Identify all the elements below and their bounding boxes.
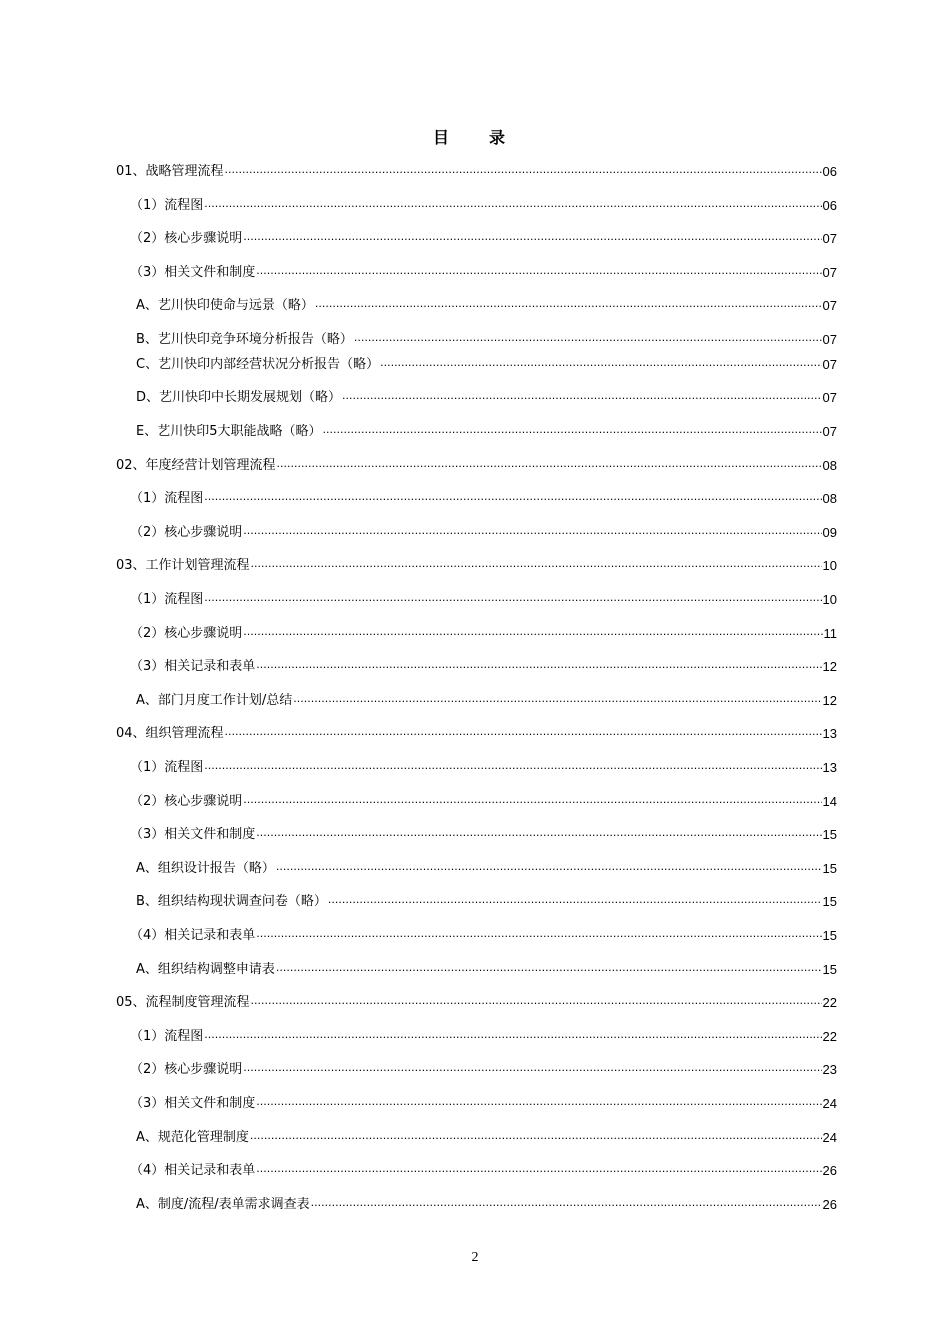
dot-leader — [256, 1163, 821, 1181]
toc-entry-page: 07 — [822, 298, 837, 313]
toc-entry-page: 07 — [822, 390, 837, 405]
toc-entry-page: 15 — [822, 861, 837, 876]
dot-leader — [250, 1130, 822, 1148]
toc-entry[interactable] — [136, 388, 837, 408]
toc-entry-label: （3）相关记录和表单 — [130, 659, 256, 674]
toc-entry[interactable] — [130, 926, 837, 946]
toc-entry[interactable] — [130, 825, 837, 845]
toc-entry[interactable] — [116, 724, 837, 744]
toc-entry[interactable] — [136, 892, 837, 912]
toc-entry-label: （2）核心步骤说明 — [130, 231, 243, 246]
toc-entry-page: 10 — [822, 558, 837, 573]
toc-entry[interactable] — [116, 556, 837, 576]
toc-entry[interactable] — [130, 1161, 837, 1181]
toc-entry[interactable] — [130, 1060, 837, 1080]
dot-leader — [315, 298, 822, 316]
toc-entry-label: （1）流程图 — [130, 1029, 204, 1044]
dot-leader — [256, 659, 821, 677]
dot-leader — [225, 726, 822, 744]
dot-leader — [256, 1096, 821, 1114]
toc-entry[interactable] — [116, 993, 837, 1013]
toc-entry-page: 07 — [822, 424, 837, 439]
toc-entry-label: （3）相关文件和制度 — [130, 827, 256, 842]
toc-entry-page: 22 — [822, 1029, 837, 1044]
toc-entry[interactable] — [130, 523, 837, 543]
toc-entry-page: 23 — [822, 1062, 837, 1077]
toc-entry-label: （1）流程图 — [130, 491, 204, 506]
toc-entry-label: （4）相关记录和表单 — [130, 1163, 256, 1178]
toc-entry-page: 15 — [822, 928, 837, 943]
toc-entry[interactable] — [130, 792, 837, 812]
toc-entry[interactable] — [130, 1094, 837, 1114]
toc-entry-page: 24 — [822, 1130, 837, 1145]
dot-leader — [380, 357, 821, 375]
toc-entry-page: 15 — [822, 827, 837, 842]
dot-leader — [276, 861, 822, 879]
dot-leader — [256, 928, 821, 946]
toc-entry[interactable] — [130, 590, 837, 610]
toc-entry-label: E、艺川快印5大职能战略（略） — [136, 424, 322, 439]
toc-entry[interactable] — [136, 355, 837, 375]
toc-entry-label: （2）核心步骤说明 — [130, 626, 243, 641]
toc-entry-page: 15 — [822, 962, 837, 977]
toc-entry-label: A、艺川快印使命与远景（略） — [136, 298, 314, 313]
toc-entry-label: 03、工作计划管理流程 — [116, 558, 250, 573]
dot-leader — [251, 995, 822, 1013]
dot-leader — [243, 794, 821, 812]
dot-leader — [276, 962, 822, 980]
toc-entry[interactable] — [130, 196, 837, 216]
toc-entry[interactable] — [136, 960, 837, 980]
toc-entry-label: （3）相关文件和制度 — [130, 1096, 256, 1111]
toc-entry[interactable] — [136, 422, 837, 442]
toc-entry-label: （4）相关记录和表单 — [130, 928, 256, 943]
toc-entry[interactable] — [116, 162, 837, 182]
toc-entry-page: 08 — [822, 458, 837, 473]
dot-leader — [277, 458, 822, 476]
toc-entry-label: 05、流程制度管理流程 — [116, 995, 250, 1010]
dot-leader — [256, 827, 821, 845]
toc-entry[interactable] — [130, 624, 837, 644]
dot-leader — [204, 1029, 821, 1047]
dot-leader — [243, 1062, 821, 1080]
toc-entry-label: A、制度/流程/表单需求调查表 — [136, 1197, 310, 1212]
toc-entry[interactable] — [130, 657, 837, 677]
toc-entry-page: 15 — [822, 894, 837, 909]
toc-entry-label: A、规范化管理制度 — [136, 1130, 249, 1145]
toc-entry-label: 04、组织管理流程 — [116, 726, 224, 741]
dot-leader — [204, 592, 821, 610]
toc-entry-page: 24 — [822, 1096, 837, 1111]
toc-entry-label: （1）流程图 — [130, 592, 204, 607]
toc-entry-label: A、部门月度工作计划/总结 — [136, 693, 293, 708]
toc-entry-label: A、组织结构调整申请表 — [136, 962, 275, 977]
toc-entry-page: 07 — [822, 231, 837, 246]
toc-entry-page: 06 — [822, 198, 837, 213]
toc-entry-label: （1）流程图 — [130, 198, 204, 213]
dot-leader — [225, 164, 822, 182]
toc-entry-page: 09 — [822, 525, 837, 540]
toc-entry[interactable] — [136, 1128, 837, 1148]
toc-entry-page: 13 — [822, 726, 837, 741]
toc-entry-page: 11 — [823, 626, 837, 641]
toc-entry[interactable] — [130, 489, 837, 509]
dot-leader — [251, 558, 822, 576]
dot-leader — [204, 491, 821, 509]
toc-entry-label: 02、年度经营计划管理流程 — [116, 458, 276, 473]
toc-entry[interactable] — [136, 330, 837, 350]
toc-entry-page: 10 — [822, 592, 837, 607]
toc-entry-label: （2）核心步骤说明 — [130, 1062, 243, 1077]
toc-entry-label: B、组织结构现状调查问卷（略） — [136, 894, 327, 909]
toc-entry-page: 07 — [822, 265, 837, 280]
toc-entry-page: 13 — [822, 760, 837, 775]
toc-entry[interactable] — [130, 758, 837, 778]
toc-entry-page: 07 — [822, 332, 837, 347]
toc-entry[interactable] — [136, 1195, 837, 1215]
toc-entry-label: 01、战略管理流程 — [116, 164, 224, 179]
toc-entry[interactable] — [130, 1027, 837, 1047]
toc-entry-label: D、艺川快印中长期发展规划（略） — [136, 390, 342, 405]
dot-leader — [243, 231, 821, 249]
toc-entry-page: 22 — [822, 995, 837, 1010]
toc-entry-label: C、艺川快印内部经营状况分析报告（略） — [136, 357, 380, 372]
toc-entry-page: 12 — [822, 693, 837, 708]
dot-leader — [328, 894, 822, 912]
toc-entry-label: B、艺川快印竞争环境分析报告（略） — [136, 332, 353, 347]
dot-leader — [323, 424, 822, 442]
toc-entry-page: 26 — [822, 1163, 837, 1178]
toc-entry[interactable] — [136, 296, 837, 316]
toc-entry-page: 14 — [822, 794, 837, 809]
toc-entry-page: 12 — [822, 659, 837, 674]
toc-entry-label: （3）相关文件和制度 — [130, 265, 256, 280]
dot-leader — [204, 198, 821, 216]
toc-entry-label: （2）核心步骤说明 — [130, 525, 243, 540]
toc-entry-page: 07 — [822, 357, 837, 372]
dot-leader — [204, 760, 821, 778]
page-number: 2 — [471, 1250, 479, 1265]
dot-leader — [243, 525, 821, 543]
toc-entry[interactable] — [130, 263, 837, 283]
toc-title: 目 录 — [432, 128, 517, 147]
dot-leader — [256, 265, 821, 283]
toc-entry[interactable] — [136, 859, 837, 879]
toc-entry-page: 06 — [822, 164, 837, 179]
toc-entry[interactable] — [136, 691, 837, 711]
dot-leader — [354, 332, 822, 350]
toc-entry-page: 08 — [822, 491, 837, 506]
toc-entry-label: （2）核心步骤说明 — [130, 794, 243, 809]
toc-entry[interactable] — [116, 456, 837, 476]
dot-leader — [342, 390, 822, 408]
dot-leader — [293, 693, 821, 711]
dot-leader — [243, 626, 822, 644]
dot-leader — [311, 1197, 822, 1215]
toc-entry-page: 26 — [822, 1197, 837, 1212]
toc-entry-label: （1）流程图 — [130, 760, 204, 775]
toc-entry-label: A、组织设计报告（略） — [136, 861, 275, 876]
toc-entry[interactable] — [130, 229, 837, 249]
